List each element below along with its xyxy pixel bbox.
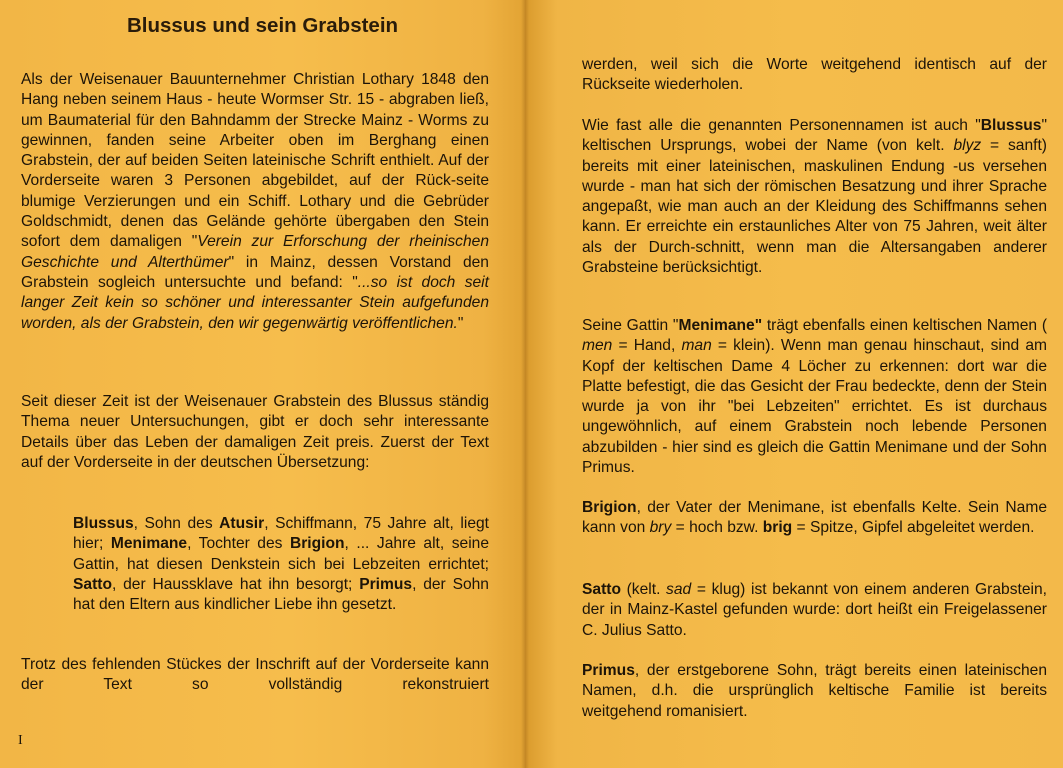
text-italic: ...so ist doch seit langer Zeit kein so schöner und interessanter Stein aufgefunden worden, als der Grabstein, den wir gegenwärtig veröffentlichen. bbox=[21, 273, 489, 332]
text-span: , Schiffmann, 75 Jahre alt, liegt hier; bbox=[73, 515, 490, 553]
page-number: I bbox=[18, 733, 23, 748]
text-span: " keltischen Ursprungs, wobei der Name (von kelt. bbox=[582, 117, 1047, 155]
text-span: trägt ebenfalls einen keltischen Namen ( bbox=[762, 317, 1048, 334]
text-bold: Primus bbox=[582, 662, 635, 679]
text-bold: Blussus bbox=[980, 117, 1042, 134]
text-span: Seine Gattin " bbox=[582, 317, 679, 334]
text-span: = Spitze, Gipfel abgeleitet werden. bbox=[792, 519, 1035, 537]
text-bold: Menimane" bbox=[678, 317, 763, 334]
text-italic: blyz bbox=[953, 137, 982, 155]
text-span: = klein). Wenn man genau hinschaut, sind am Kopf der keltischen Dame 4 Löcher zu erkennen: dort war die Platte befestigt, die das Gesicht der Frau bedeckte, denn der Stein wurde ja von ihr "bei Lebzeiten" errichtet. Es ist durchaus ungewöhnlich, auf einem Grabstein noch lebende Personen abzubilden - hier sind es gleich die Gattin Menimane und der Sohn Primus. bbox=[582, 337, 1047, 477]
text-span: , Tochter des bbox=[187, 535, 290, 553]
paragraph-primus bbox=[582, 661, 1047, 722]
paragraph-satto bbox=[582, 580, 1047, 641]
text-span: = Hand, bbox=[612, 337, 682, 355]
text-italic: sad bbox=[666, 581, 692, 598]
text-bold: Menimane bbox=[110, 535, 188, 553]
text-italic: men bbox=[582, 337, 613, 355]
paragraph-reconstruction: Trotz des fehlenden Stückes der Inschrift auf der Vorderseite kann der Text so vollständig rekonstruiert bbox=[21, 656, 489, 694]
text-span: , ... Jahre alt, seine Gattin, hat diesen Denkstein sich bei Lebzeiten errichtet; bbox=[73, 535, 489, 573]
text-italic: bry bbox=[649, 519, 672, 537]
text-bold: Atusir bbox=[219, 515, 265, 532]
page-title: Blussus und sein Grabstein bbox=[126, 14, 399, 37]
text-italic: Verein zur Erforschung der rheinischen Geschichte und Alterthümer bbox=[21, 233, 489, 271]
paragraph-blussus bbox=[582, 116, 1047, 278]
text-span: Wie fast alle die genannten Personennamen ist auch " bbox=[582, 117, 981, 134]
text-span: " bbox=[457, 314, 464, 332]
text-bold: Satto bbox=[582, 581, 621, 598]
paragraph-continuation: werden, weil sich die Worte weitgehend identisch auf der Rückseite wiederholen. bbox=[582, 56, 1047, 94]
text-span: (kelt. bbox=[620, 581, 667, 598]
text-span: = hoch bzw. bbox=[671, 519, 763, 537]
text-span: = sanft) bereits mit einer lateinischen, maskulinen Endung -us versehen wurde - man hat sich der römischen Besatzung und ihrer Sprache angepaßt, wie man auch an der Kleidung des Schiffmanns sehen kann. Er erreichte ein erstaunliches Alter von 75 Jahren, weit älter als der Durch-schnitt, wenn man die Altersangaben anderer Grabsteine berücksichtigt. bbox=[582, 137, 1047, 277]
text-span: , der Sohn hat den Eltern aus kindlicher Liebe ihn gesetzt. bbox=[73, 575, 489, 614]
text-bold: brig bbox=[762, 519, 793, 537]
paragraph-discovery bbox=[21, 70, 489, 334]
text-bold: Brigion bbox=[289, 535, 345, 553]
text-bold: Satto bbox=[73, 575, 112, 593]
text-italic: man bbox=[681, 337, 712, 355]
text-span: , der Vater der Menimane, ist ebenfalls Kelte. Sein Name kann von bbox=[582, 499, 1047, 537]
text-bold: Primus bbox=[359, 575, 413, 593]
text-span: , der Haussklave hat ihn besorgt; bbox=[111, 575, 360, 593]
paragraph-brigion bbox=[582, 498, 1047, 539]
page-gutter bbox=[521, 0, 529, 768]
text-bold: Brigion bbox=[582, 499, 637, 516]
text-span: , Sohn des bbox=[133, 515, 220, 532]
text-span: , der erstgeborene Sohn, trägt bereits einen lateinischen Namen, d.h. die ursprünglich keltische Familie ist bereits weitgehend romanisiert. bbox=[582, 662, 1047, 720]
text-bold: Blussus bbox=[73, 515, 134, 532]
paragraph-inscription bbox=[73, 514, 489, 615]
text-span: = klug) ist bekannt von einem anderen Grabstein, der in Mainz-Kastel gefunden wurde: dort heißt ein Freigelassener C. Julius Satto. bbox=[582, 581, 1047, 639]
paragraph-research: Seit dieser Zeit ist der Weisenauer Grabstein des Blussus ständig Thema neuer Untersuchungen, gibt er doch sehr interessante Details über das Leben der damaligen Zeit preis. Zuerst der Text auf der Vorderseite in der deutschen Übersetzung: bbox=[21, 393, 489, 471]
text-span: " in Mainz, dessen Vorstand den Grabstein sogleich untersuchte und befand: " bbox=[21, 253, 489, 291]
text-span: Als der Weisenauer Bauunternehmer Christian Lothary 1848 den Hang neben seinem Haus - heute Wormser Str. 15 - abgraben ließ, um Baumaterial für den Bahndamm der Strecke Mainz - Worms zu gewinnen, fanden seine Arbeiter oben im Berghang einen Grabstein, der auf beiden Seiten lateinische Schrift enthielt. Auf der Vorderseite waren 3 Personen abgebildet, auf der Rück-seite blumige Verzierungen und ein Schiff. Lothary und die Gebrüder Goldschmidt, denen das Gelände gehörte übergaben den Stein sofort dem damaligen " bbox=[21, 71, 489, 251]
paragraph-menimane bbox=[582, 316, 1047, 478]
